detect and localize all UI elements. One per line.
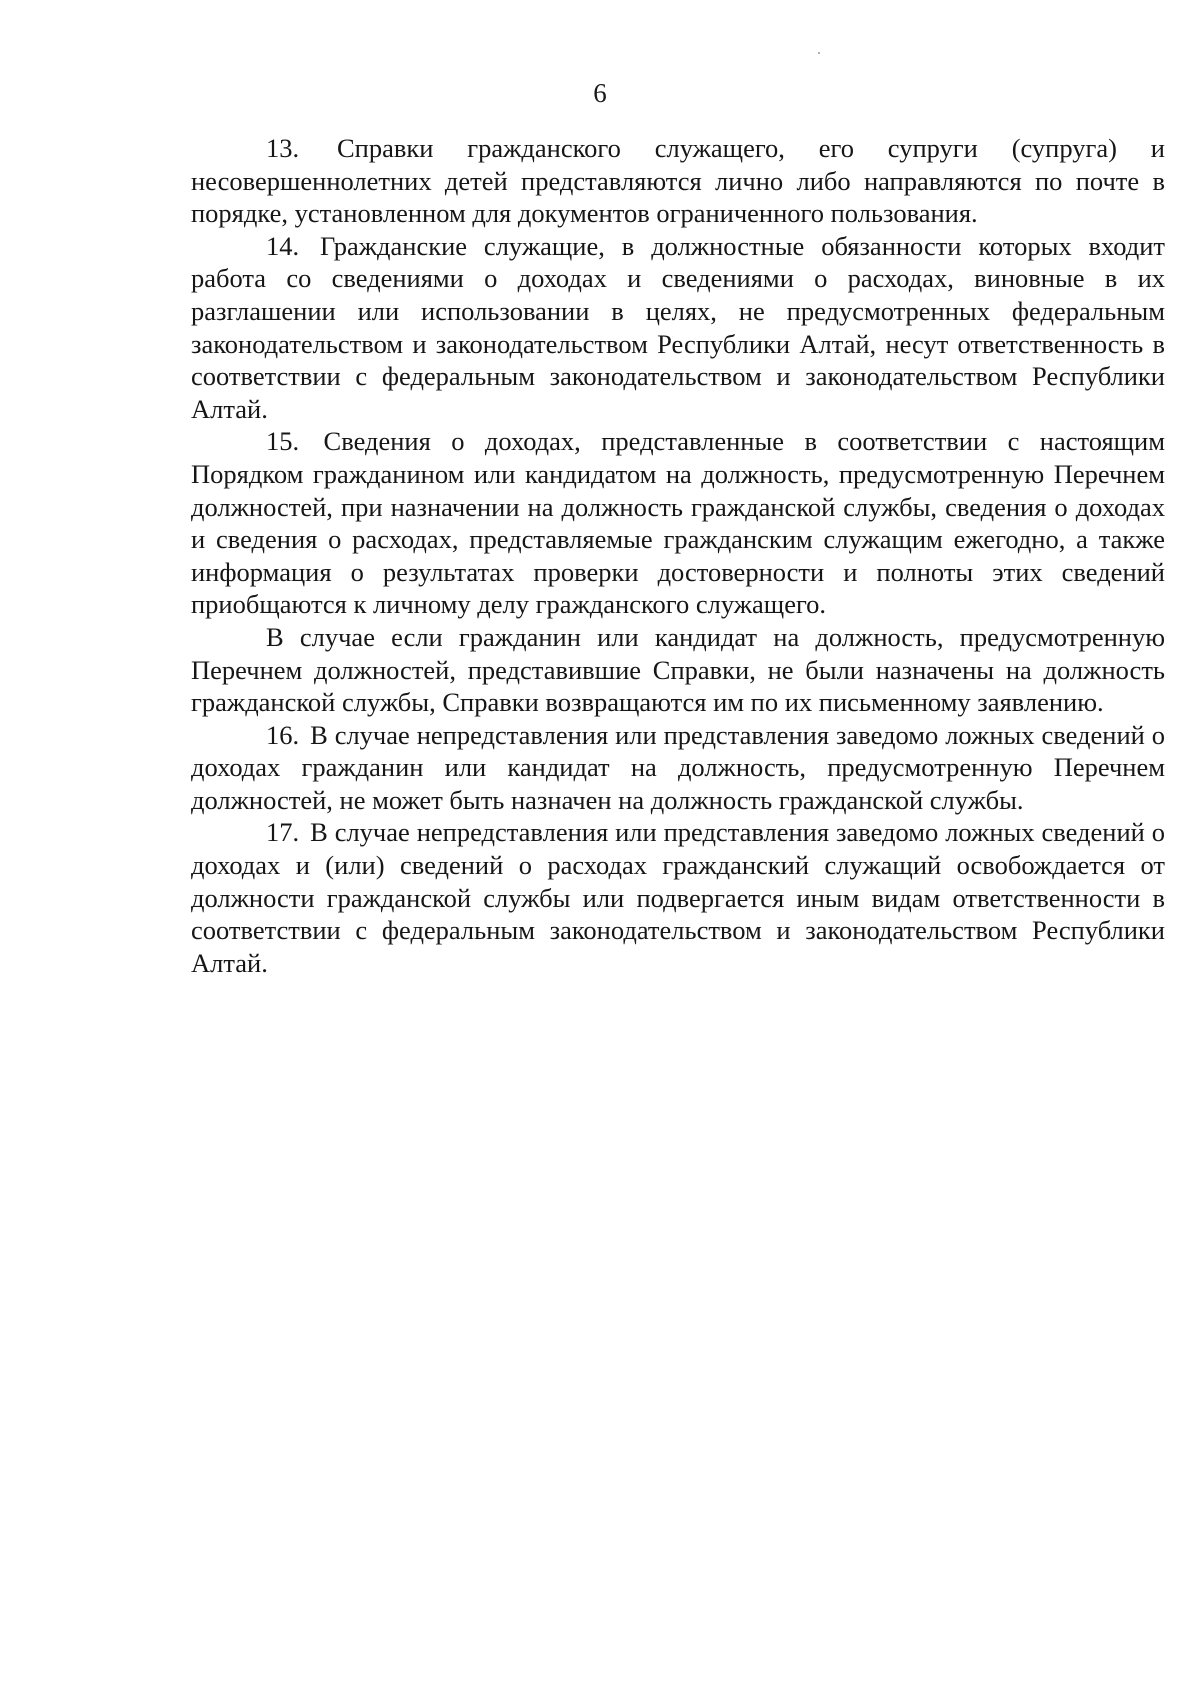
paragraph-number: 14. bbox=[266, 230, 300, 261]
paragraph-14 bbox=[191, 230, 1165, 426]
paragraph-text: Справки гражданского служащего, его супруги (супруга) и несовершеннолетних детей представляются лично либо направляются по почте в порядке, установленном для документов ограниченного пользования. bbox=[191, 133, 1165, 229]
paragraph-17 bbox=[191, 816, 1165, 979]
paragraph-13 bbox=[191, 132, 1165, 230]
paragraph-text: Гражданские служащие, в должностные обязанности которых входит работа со сведениями о доходах и сведениями о расходах, виновные в их разглашении или использовании в целях, не предусмотренных федеральным законодательством и законодательством Республики Алтай, несут ответственность в соответствии с федеральным законодательством и законодательством Республики Алтай. bbox=[191, 230, 1166, 424]
paragraph-number: 16. bbox=[266, 719, 300, 750]
paragraph-number: 13. bbox=[266, 133, 300, 163]
document-body bbox=[191, 132, 1165, 979]
paragraph-text: В случае непредставления или представления заведомо ложных сведений о доходах гражданин или кандидат на должность, предусмотренную Перечнем должностей, не может быть назначен на должность гражданской службы. bbox=[191, 719, 1166, 815]
paragraph-16 bbox=[191, 719, 1165, 817]
paragraph-number: 17. bbox=[266, 817, 300, 848]
paragraph-text: В случае непредставления или представления заведомо ложных сведений о доходах и (или) сведений о расходах гражданский служащий освобождается от должности гражданской службы или подвергается иным видам ответственности в соответствии с федеральным законодательством и законодательством Республики Алтай. bbox=[191, 817, 1166, 978]
paragraph-15 bbox=[191, 425, 1165, 621]
page-number: 6 bbox=[593, 78, 607, 108]
paragraph-number: 15. bbox=[266, 426, 300, 457]
paragraph-15-continuation bbox=[191, 621, 1165, 719]
paragraph-text: В случае если гражданин или кандидат на должность, предусмотренную Перечнем должностей, представившие Справки, не были назначены на должность гражданской службы, Справки возвращаются им по их письменному заявлению. bbox=[191, 621, 1165, 718]
paragraph-text: Сведения о доходах, представленные в соответствии с настоящим Порядком гражданином или кандидатом на должность, предусмотренную Перечнем должностей, при назначении на должность гражданской службы, сведения о доходах и сведения о расходах, представляемые гражданским служащим ежегодно, а также информация о результатах проверки достоверности и полноты этих сведений приобщаются к личному делу гражданского служащего. bbox=[191, 426, 1165, 620]
scan-speck bbox=[818, 52, 820, 54]
